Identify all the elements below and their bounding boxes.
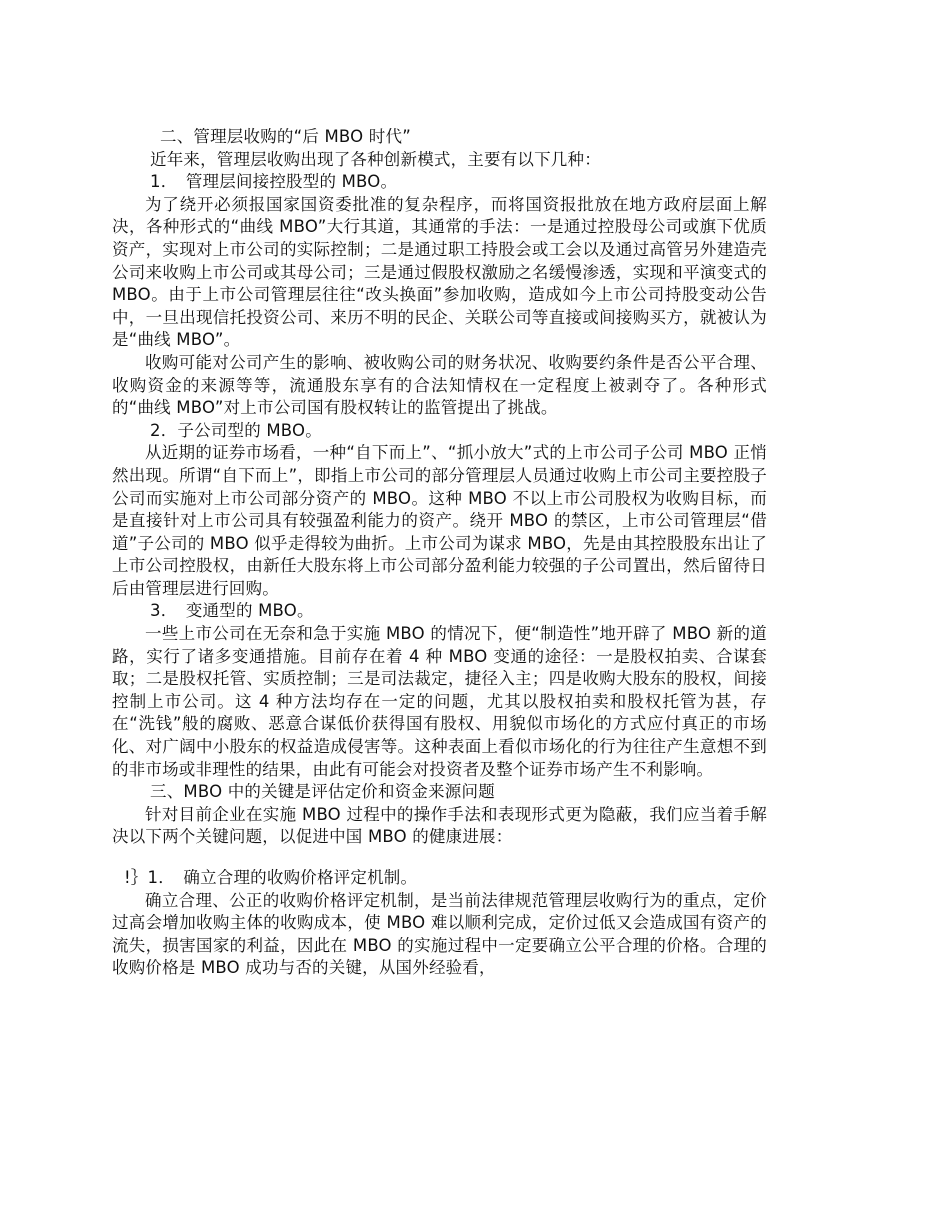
section-heading-3: 三、MBO 中的关键是评估定价和资金来源问题 [150, 782, 495, 802]
item-2-paragraph-1: 从近期的证券市场看，一种“自下而上”、“抓小放大”式的上市公司子公司 MBO 正悄然出现。所谓“自下而上”，即指上市公司的部分管理层人员通过收购上市公司主要控股子公司而实施对上市公司部分资产的 MBO。这种 MBO 不以上市公司股权为收购目标，而是直接针对上市公司具有较强盈利能力的资产。绕开 MBO 的禁区，上市公司管理层“借道”子公司的 MBO 似乎走得较为曲折。上市公司为谋求 MBO，先是由其控股股东出让了上市公司控股权，由新任大股东将上市公司部分盈利能力较强的子公司置出，然后留待日后由管理层进行回购。 [112, 443, 767, 598]
item-1-title: 1． 管理层间接控股型的 MBO。 [150, 172, 398, 192]
item-2-title: 2．子公司型的 MBO。 [150, 420, 322, 440]
section-3-paragraph-1: 针对目前企业在实施 MBO 过程中的操作手法和表现形式更为隐蔽，我们应当着手解决以下两个关键问题，以促进中国 MBO 的健康进展： [112, 804, 767, 847]
item-b1-paragraph-1: 确立合理、公正的收购价格评定机制，是当前法律规范管理层收购行为的重点，定价过高会增加收购主体的收购成本，使 MBO 难以顺利完成，定价过低又会造成国有资产的流失，损害国家的利益，因此在 MBO 的实施过程中一定要确立公平合理的价格。合理的收购价格是 MBO 成功与否的关键，从国外经验看， [112, 890, 767, 978]
intro-paragraph: 近年来，管理层收购出现了各种创新模式，主要有以下几种： [150, 149, 601, 169]
item-3-paragraph-1: 一些上市公司在无奈和急于实施 MBO 的情况下，便“制造性”地开辟了 MBO 新的道路，实行了诸多变通措施。目前存在着 4 种 MBO 变通的途径：一是股权拍卖、合谋套取；二是股权托管、实质控制；三是司法裁定，捷径入主；四是收购大股东的股权，间接控制上市公司。这 4 种方法均存在一定的问题，尤其以股权拍卖和股权托管为甚，存在“洗钱”般的腐败、恶意合谋低价获得国有股权、用貌似市场化的方式应付真正的市场化、对广阔中小股东的权益造成侵害等。这种表面上看似市场化的行为往往产生意想不到的非市场或非理性的结果，由此有可能会对投资者及整个证券市场产生不利影响。 [112, 624, 767, 779]
spacer [112, 849, 767, 867]
item-1-paragraph-2: 收购可能对公司产生的影响、被收购公司的财务状况、收购要约条件是否公平合理、收购资金的来源等等，流通股东享有的合法知情权在一定程度上被剥夺了。各种形式的“曲线 MBO”对上市公司国有股权转让的监管提出了挑战。 [112, 352, 767, 418]
section-heading-2: 二、管理层收购的“后 MBO 时代” [160, 127, 411, 146]
item-1-paragraph-1: 为了绕开必须报国家国资委批准的复杂程序，而将国资报批放在地方政府层面上解决，各种形式的“曲线 MBO”大行其道，其通常的手法：一是通过控股母公司或旗下优质资产，实现对上市公司的实际控制；二是通过职工持股会或工会以及通过高管另外建造壳公司来收购上市公司或其母公司；三是通过假股权激励之名缓慢渗透，实现和平演变式的 MBO。由于上市公司管理层往往“改头换面”参加收购，造成如今上市公司持股变动公告中，一旦出现信托投资公司、来历不明的民企、关联公司等直接或间接购买方，就被认为是“曲线 MBO”。 [112, 194, 767, 350]
item-3-title: 3． 变通型的 MBO。 [150, 601, 314, 621]
item-b1-mark: !｝1． [124, 868, 167, 887]
item-b1-title-line [112, 867, 767, 890]
document-body [112, 126, 767, 980]
item-b1-title: 确立合理的收购价格评定机制。 [166, 868, 418, 887]
